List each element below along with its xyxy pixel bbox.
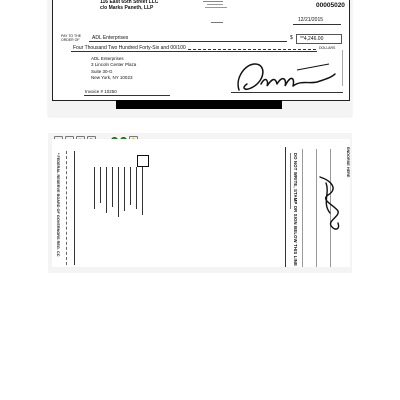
federal-reserve-dashed-line <box>66 151 67 265</box>
check-face <box>52 0 350 101</box>
federal-reserve-line <box>74 151 75 265</box>
memo-line <box>84 95 170 96</box>
federal-reserve-text: * FEDERAL RESERVE BOARD OF GOVERNORS REG. CC <box>56 153 60 257</box>
amount-words-fill <box>188 49 316 50</box>
endorsement-signature <box>314 173 344 235</box>
check-date: 12/21/2015 <box>298 17 324 23</box>
do-not-write-warning: DO NOT WRITE, STAMP OR SIGN BELOW THIS LINE <box>293 153 298 267</box>
routing-fraction-mark <box>211 21 225 25</box>
address-line: New York, NY 10023 <box>91 74 133 80</box>
payee-line <box>89 41 287 42</box>
date-line <box>293 24 341 25</box>
endorse-here-label: ENDORSE HERE <box>346 147 350 178</box>
address-line: Suite 30-G <box>91 68 113 74</box>
payer-care-of: c/o Marks Paneth, LLP <box>100 5 154 11</box>
bank-info-mark <box>203 0 249 10</box>
payee-address <box>91 56 136 81</box>
reserved-area-line <box>285 147 286 267</box>
address-line: 3 Lincoln Center Plaza <box>91 62 137 68</box>
redaction-bar <box>116 100 282 109</box>
signature-line <box>231 92 343 93</box>
bank-stamp-box <box>137 155 149 167</box>
check-front <box>48 0 352 117</box>
dollars-label: DOLLARS <box>319 46 336 50</box>
amount-words: Four Thousand Two Hundred Forty-Six and 00/100 <box>73 45 186 51</box>
dollar-sign: $ <box>290 35 293 41</box>
reserved-use-note <box>288 153 292 211</box>
endorsement-panel <box>52 139 350 267</box>
payer-name: 116 East 65th Street LLC <box>100 0 159 5</box>
check-back <box>48 133 352 273</box>
amount-numeric: **4,246.00 <box>300 36 324 42</box>
pay-to-label: PAY TO THE ORDER OF <box>61 34 82 42</box>
memo: Invoice # 10250 <box>85 89 117 94</box>
amount-words-line <box>71 51 317 52</box>
payee-name: ADL Enterprises <box>92 35 129 41</box>
security-feature-note <box>340 50 344 90</box>
endorse-line <box>302 149 303 267</box>
address-line: ADL Enterprises <box>91 56 124 61</box>
check-number: 00005020 <box>316 2 345 9</box>
